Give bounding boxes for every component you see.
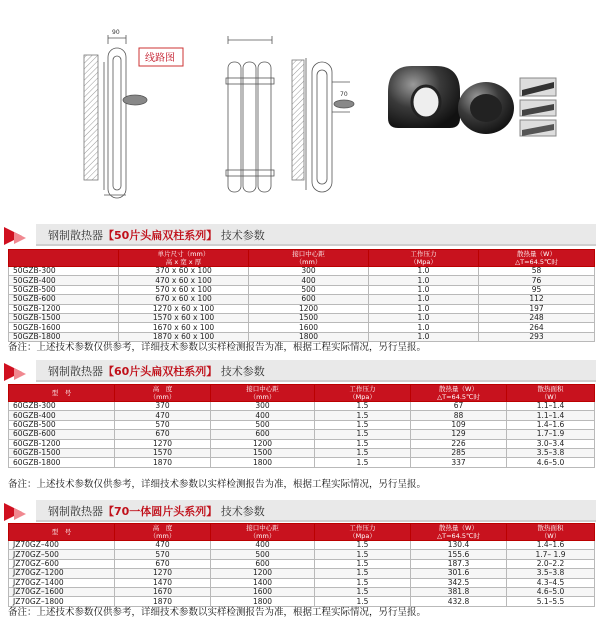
- table-cell: 76: [479, 276, 595, 285]
- col-header: 高 度 （mm）: [115, 385, 211, 402]
- product-photo-header-flat: [388, 66, 460, 128]
- table-cell: 1800: [249, 332, 369, 341]
- table-cell: 50GZB-1200: [9, 304, 119, 313]
- table-cell: 130.4: [411, 541, 507, 550]
- section-header: [0, 500, 600, 522]
- table-cell: 1200: [249, 304, 369, 313]
- table-cell: 1200: [211, 569, 315, 578]
- table-row: [9, 587, 595, 596]
- table-cell: 1270: [115, 439, 211, 448]
- table-row: [9, 458, 595, 467]
- table-cell: 60GZB-500: [9, 420, 115, 429]
- table-cell: JZ70GZ–1800: [9, 597, 115, 606]
- table-cell: 1870 x 60 x 100: [119, 332, 249, 341]
- table-cell: 600: [211, 559, 315, 568]
- table-cell: 1270: [115, 569, 211, 578]
- spec-table-60: [8, 384, 595, 468]
- table-cell: 67: [411, 402, 507, 411]
- table-cell: 112: [479, 295, 595, 304]
- table-cell: 400: [211, 411, 315, 420]
- table-cell: 60GZB-400: [9, 411, 115, 420]
- col-header: 工作压力 （Mpa）: [315, 385, 411, 402]
- table-cell: 3.5–3.8: [507, 569, 595, 578]
- table-cell: 50GZB-1500: [9, 313, 119, 322]
- arrow-icon: [14, 508, 26, 520]
- table-row: [9, 448, 595, 457]
- table-cell: 3.0–3.4: [507, 439, 595, 448]
- table-row: [9, 541, 595, 550]
- table-cell: 1500: [211, 448, 315, 457]
- table-cell: 300: [211, 402, 315, 411]
- table-row: [9, 323, 595, 332]
- table-cell: 129: [411, 430, 507, 439]
- table-cell: 500: [211, 420, 315, 429]
- table-cell: 1.0: [369, 267, 479, 276]
- table-cell: 1.5: [315, 569, 411, 578]
- table-cell: JZ70GZ–400: [9, 541, 115, 550]
- col-header: 工作压力 （Mpa）: [369, 250, 479, 267]
- table-cell: 500: [249, 285, 369, 294]
- spec-table-70: [8, 523, 595, 607]
- section-title: 钢制散热器【60片头扁双柱系列】 技术参数: [48, 365, 265, 378]
- product-photo-header-round: [458, 82, 514, 134]
- product-figure: [0, 0, 600, 218]
- table-cell: JZ70GZ–1600: [9, 587, 115, 596]
- col-header: 接口中心距 （mm）: [249, 250, 369, 267]
- table-cell: 1.4–1.6: [507, 541, 595, 550]
- table-cell: 300: [249, 267, 369, 276]
- col-header: 单片尺寸（mm） 高 x 宽 x 厚: [119, 250, 249, 267]
- table-cell: 1800: [211, 597, 315, 606]
- table-row: [9, 267, 595, 276]
- section-70-series: [0, 500, 600, 641]
- table-cell: 1.1–1.4: [507, 411, 595, 420]
- table-cell: 1800: [211, 458, 315, 467]
- section-title: 钢制散热器【50片头扁双柱系列】 技术参数: [48, 229, 265, 242]
- table-cell: 1.0: [369, 313, 479, 322]
- table-cell: 1670 x 60 x 100: [119, 323, 249, 332]
- table-cell: 1570: [115, 448, 211, 457]
- table-cell: 1270 x 60 x 100: [119, 304, 249, 313]
- circuit-label-box: [139, 48, 183, 66]
- table-cell: 1.7–1.9: [507, 430, 595, 439]
- table-cell: JZ70GZ–600: [9, 559, 115, 568]
- table-cell: 1570 x 60 x 100: [119, 313, 249, 322]
- table-row: [9, 304, 595, 313]
- table-cell: 432.8: [411, 597, 507, 606]
- table-cell: 264: [479, 323, 595, 332]
- table-cell: 1670: [115, 587, 211, 596]
- col-header: 散热量（W） △T=64.5℃时: [411, 524, 507, 541]
- table-cell: 60GZB-1200: [9, 439, 115, 448]
- table-cell: 5.1–5.5: [507, 597, 595, 606]
- table-cell: JZ70GZ–500: [9, 550, 115, 559]
- table-cell: 50GZB-1600: [9, 323, 119, 332]
- front-view-drawing: [226, 36, 354, 192]
- table-row: [9, 276, 595, 285]
- col-header: 高 度 （mm）: [115, 524, 211, 541]
- table-cell: 670: [115, 559, 211, 568]
- table-cell: 1.5: [315, 420, 411, 429]
- table-cell: 187.3: [411, 559, 507, 568]
- product-photo-pipes: [520, 78, 556, 136]
- table-cell: 470: [115, 411, 211, 420]
- section-header: [0, 360, 600, 382]
- table-cell: 1200: [211, 439, 315, 448]
- table-cell: 1.7– 1.9: [507, 550, 595, 559]
- table-cell: JZ70GZ–1400: [9, 578, 115, 587]
- footnote: 备注：上述技术参数仅供参考，详细技术参数以实样检测报告为准，根据工程实际情况，另行呈报。: [8, 342, 427, 353]
- col-header: 接口中心距 （mm）: [211, 385, 315, 402]
- table-cell: 337: [411, 458, 507, 467]
- table-row: [9, 295, 595, 304]
- table-cell: 570 x 60 x 100: [119, 285, 249, 294]
- dim-label-top: 90: [112, 29, 120, 36]
- table-cell: 600: [249, 295, 369, 304]
- table-cell: 109: [411, 420, 507, 429]
- table-cell: 1600: [249, 323, 369, 332]
- table-cell: 1.5: [315, 559, 411, 568]
- table-cell: 1.5: [315, 411, 411, 420]
- table-cell: 381.8: [411, 587, 507, 596]
- table-cell: 1.1–1.4: [507, 402, 595, 411]
- table-cell: 1.5: [315, 402, 411, 411]
- table-row: [9, 402, 595, 411]
- col-header: 型 号: [9, 524, 115, 541]
- section-header: [0, 224, 600, 246]
- table-cell: 1.5: [315, 541, 411, 550]
- table-cell: 1.0: [369, 276, 479, 285]
- section-50-series: [0, 224, 600, 364]
- table-cell: 50GZB-300: [9, 267, 119, 276]
- table-cell: 1.5: [315, 550, 411, 559]
- table-row: [9, 569, 595, 578]
- table-row: [9, 578, 595, 587]
- table-cell: 470 x 60 x 100: [119, 276, 249, 285]
- table-cell: 4.3–4.5: [507, 578, 595, 587]
- table-cell: 670 x 60 x 100: [119, 295, 249, 304]
- table-cell: 400: [211, 541, 315, 550]
- footnote: 备注：上述技术参数仅供参考，详细技术参数以实样检测报告为准，根据工程实际情况，另行呈报。: [8, 607, 427, 618]
- table-cell: JZ70GZ–1200: [9, 569, 115, 578]
- table-cell: 1.0: [369, 295, 479, 304]
- table-cell: 60GZB-1800: [9, 458, 115, 467]
- table-cell: 1.0: [369, 323, 479, 332]
- table-cell: 60GZB-600: [9, 430, 115, 439]
- table-cell: 4.6–5.0: [507, 458, 595, 467]
- table-cell: 1.5: [315, 587, 411, 596]
- table-cell: 60GZB-300: [9, 402, 115, 411]
- table-cell: 600: [211, 430, 315, 439]
- col-header: 散热量（W） △T=64.5℃时: [411, 385, 507, 402]
- table-cell: 1.0: [369, 304, 479, 313]
- table-row: [9, 420, 595, 429]
- table-cell: 1.5: [315, 430, 411, 439]
- table-row: [9, 559, 595, 568]
- table-cell: 1600: [211, 587, 315, 596]
- circuit-label: 线路图: [145, 53, 175, 64]
- table-cell: 293: [479, 332, 595, 341]
- table-cell: 1400: [211, 578, 315, 587]
- table-cell: 1470: [115, 578, 211, 587]
- table-cell: 470: [115, 541, 211, 550]
- table-cell: 1870: [115, 458, 211, 467]
- table-cell: 58: [479, 267, 595, 276]
- table-cell: 50GZB-500: [9, 285, 119, 294]
- table-cell: 1870: [115, 597, 211, 606]
- col-header: 散热量（W） △T=64.5℃时: [479, 250, 595, 267]
- table-cell: 50GZB-400: [9, 276, 119, 285]
- col-header: 散热面积 （W）: [507, 524, 595, 541]
- table-cell: 1.5: [315, 578, 411, 587]
- table-cell: 285: [411, 448, 507, 457]
- table-cell: 95: [479, 285, 595, 294]
- table-cell: 1.0: [369, 285, 479, 294]
- table-cell: 342.5: [411, 578, 507, 587]
- table-cell: 1500: [249, 313, 369, 322]
- table-cell: 500: [211, 550, 315, 559]
- table-cell: 88: [411, 411, 507, 420]
- spec-table-50: [8, 249, 595, 342]
- table-cell: 1.0: [369, 332, 479, 341]
- dim-label-side: 70: [340, 91, 348, 98]
- table-row: [9, 313, 595, 322]
- table-row: [9, 430, 595, 439]
- section-title: 钢制散热器【70一体圆片头系列】 技术参数: [48, 505, 265, 518]
- table-cell: 1.5: [315, 448, 411, 457]
- table-cell: 226: [411, 439, 507, 448]
- side-view-drawing: [84, 35, 147, 198]
- col-header: 散热面积 （W）: [507, 385, 595, 402]
- table-cell: 155.6: [411, 550, 507, 559]
- table-cell: 1.5: [315, 597, 411, 606]
- col-header: 接口中心距 （mm）: [211, 524, 315, 541]
- col-header: 工作压力 （Mpa）: [315, 524, 411, 541]
- table-cell: 1.4–1.6: [507, 420, 595, 429]
- table-cell: 248: [479, 313, 595, 322]
- table-cell: 1.5: [315, 439, 411, 448]
- table-cell: 570: [115, 420, 211, 429]
- table-cell: 60GZB-1500: [9, 448, 115, 457]
- table-row: [9, 439, 595, 448]
- table-cell: 50GZB-600: [9, 295, 119, 304]
- table-row: [9, 285, 595, 294]
- table-cell: 4.6–5.0: [507, 587, 595, 596]
- table-cell: 370: [115, 402, 211, 411]
- table-cell: 2.0–2.2: [507, 559, 595, 568]
- table-cell: 370 x 60 x 100: [119, 267, 249, 276]
- table-cell: 301.6: [411, 569, 507, 578]
- table-cell: 50GZB-1800: [9, 332, 119, 341]
- footnote: 备注：上述技术参数仅供参考，详细技术参数以实样检测报告为准，根据工程实际情况，另行呈报。: [8, 479, 427, 490]
- table-cell: 570: [115, 550, 211, 559]
- col-header: 型 号: [9, 385, 115, 402]
- table-cell: 1.5: [315, 458, 411, 467]
- table-cell: 197: [479, 304, 595, 313]
- table-cell: 3.5–3.8: [507, 448, 595, 457]
- section-60-series: [0, 360, 600, 490]
- table-row: [9, 550, 595, 559]
- table-row: [9, 411, 595, 420]
- arrow-icon: [14, 368, 26, 380]
- col-header: [9, 250, 119, 267]
- table-cell: 400: [249, 276, 369, 285]
- table-cell: 670: [115, 430, 211, 439]
- arrow-icon: [14, 232, 26, 244]
